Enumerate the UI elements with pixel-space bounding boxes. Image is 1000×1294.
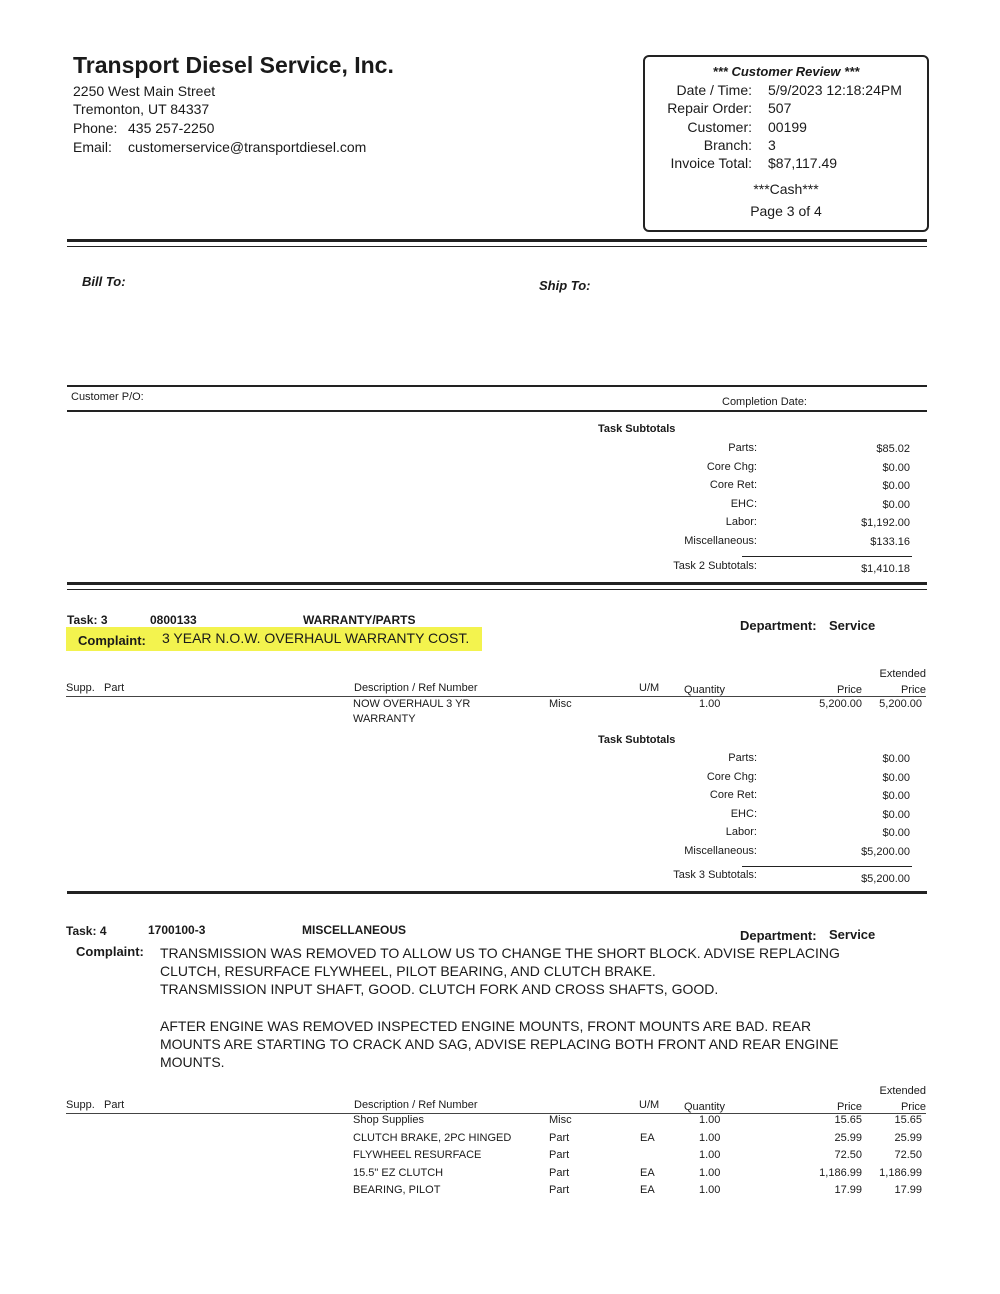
row-um: EA — [640, 1166, 655, 1179]
row-price: 72.50 — [834, 1149, 862, 1162]
complaint-line: AFTER ENGINE WAS REMOVED INSPECTED ENGINE MOUNTS, FRONT MOUNTS ARE BAD. REAR — [160, 1018, 812, 1034]
row-price: 15.65 — [834, 1114, 862, 1126]
subtotal-value: $85.02 — [876, 443, 910, 455]
task4-dept: Service — [829, 927, 876, 942]
column-quantity: Quantity — [684, 684, 725, 696]
subtotal-value: $0.00 — [882, 790, 910, 803]
task4-category: MISCELLANEOUS — [302, 923, 407, 937]
divider — [67, 246, 927, 247]
subtotal-rule — [742, 556, 912, 557]
row-description-2: WARRANTY — [353, 713, 416, 725]
row-price: 5,200.00 — [819, 698, 862, 710]
divider — [67, 239, 927, 242]
subtotal-value: $0.00 — [882, 480, 910, 493]
company-city: Tremonton, UT 84337 — [73, 101, 210, 117]
task2-total-label: Task 2 Subtotals: — [673, 560, 757, 572]
column-extended-price: Price — [900, 1101, 926, 1113]
column-description: Description / Ref Number — [354, 1099, 478, 1111]
divider — [67, 582, 927, 585]
review-field-label: Branch: — [703, 136, 752, 153]
subtotal-value: $133.16 — [870, 536, 910, 548]
column-description: Description / Ref Number — [354, 682, 478, 694]
subtotal-label: Core Chg: — [706, 770, 757, 783]
completion-date-label: Completion Date: — [722, 396, 807, 408]
subtotal-value: $0.00 — [882, 808, 910, 821]
row-extended: 17.99 — [894, 1184, 922, 1197]
task3-complaint-label: Complaint: — [78, 633, 146, 648]
divider — [67, 589, 927, 590]
table-header-rule — [66, 696, 926, 697]
row-type: Part — [549, 1166, 570, 1179]
row-description: FLYWHEEL RESURFACE — [353, 1149, 482, 1162]
bill-to-label: Bill To: — [82, 274, 126, 289]
company-name: Transport Diesel Service, Inc. — [73, 52, 394, 78]
row-um: EA — [640, 1184, 655, 1197]
review-field-label: Repair Order: — [667, 100, 752, 117]
row-description: BEARING, PILOT — [353, 1184, 441, 1197]
column-quantity: Quantity — [684, 1101, 725, 1113]
payment-type: ***Cash*** — [753, 181, 819, 197]
row-um: EA — [640, 1131, 655, 1144]
complaint-line: MOUNTS ARE STARTING TO CRACK AND SAG, ADVISE REPLACING BOTH FRONT AND REAR ENGINE — [160, 1036, 839, 1052]
complaint-line: CLUTCH, RESURFACE FLYWHEEL, PILOT BEARING, AND CLUTCH BRAKE. — [160, 963, 656, 979]
row-extended: 5,200.00 — [879, 698, 922, 710]
subtotal-label: Core Ret: — [709, 479, 757, 492]
row-description: Shop Supplies — [353, 1114, 424, 1126]
task3-dept-label: Department: — [740, 618, 817, 633]
subtotal-label: Core Chg: — [706, 460, 757, 473]
subtotal-value: $0.00 — [882, 771, 910, 784]
column-um: U/M — [639, 682, 660, 694]
task3-label: Task: 3 — [67, 613, 108, 627]
divider — [67, 891, 927, 894]
row-quantity: 1.00 — [699, 1149, 721, 1162]
subtotal-label: EHC: — [730, 497, 757, 510]
review-title: *** Customer Review *** — [712, 64, 860, 79]
task3-total-label: Task 3 Subtotals: — [673, 869, 757, 881]
divider — [67, 385, 927, 387]
column-price: Price — [836, 1101, 862, 1113]
row-description: NOW OVERHAUL 3 YR — [353, 698, 471, 710]
ship-to-label: Ship To: — [539, 278, 591, 293]
review-field-value: 00199 — [768, 118, 807, 135]
complaint-line: TRANSMISSION WAS REMOVED TO ALLOW US TO CHANGE THE SHORT BLOCK. ADVISE REPLACING — [160, 945, 840, 961]
row-type: Part — [549, 1131, 570, 1144]
company-street: 2250 West Main Street — [73, 83, 216, 99]
column-extended: Extended — [879, 1085, 926, 1097]
row-quantity: 1.00 — [699, 1184, 721, 1197]
task4-dept-label: Department: — [740, 928, 817, 943]
complaint-line: MOUNTS. — [160, 1054, 225, 1070]
divider — [67, 410, 927, 412]
column-extended: Extended — [879, 668, 926, 680]
table-header-rule — [66, 1113, 926, 1114]
company-email: customerservice@transportdiesel.com — [128, 139, 367, 155]
subtotal-label: Parts: — [728, 442, 757, 454]
page-number: Page 3 of 4 — [750, 203, 822, 219]
email-label: Email: — [73, 139, 112, 155]
row-quantity: 1.00 — [699, 698, 721, 710]
row-type: Misc — [549, 1114, 572, 1126]
column-um: U/M — [639, 1099, 660, 1111]
row-price: 1,186.99 — [819, 1166, 862, 1179]
column-extended-price: Price — [900, 684, 926, 696]
row-extended: 25.99 — [894, 1131, 922, 1144]
subtotal-label: Core Ret: — [709, 789, 757, 802]
row-quantity: 1.00 — [699, 1131, 721, 1144]
review-field-value: 507 — [768, 100, 792, 117]
subtotal-label: Labor: — [725, 826, 757, 839]
row-extended: 15.65 — [894, 1114, 922, 1126]
row-type: Part — [549, 1149, 570, 1162]
customer-po-label: Customer P/O: — [71, 391, 144, 403]
task4-complaint-label: Complaint: — [76, 944, 144, 959]
row-extended: 1,186.99 — [879, 1166, 922, 1179]
phone-label: Phone: — [73, 120, 118, 136]
subtotal-value: $0.00 — [882, 461, 910, 474]
subtotal-value: $0.00 — [882, 753, 910, 765]
column-supp: Supp. — [66, 1099, 95, 1111]
review-field-value: 3 — [768, 136, 776, 153]
column-part: Part — [104, 682, 125, 694]
subtotal-label: Labor: — [725, 516, 757, 529]
column-supp: Supp. — [66, 682, 95, 694]
subtotal-label: EHC: — [730, 807, 757, 820]
row-extended: 72.50 — [894, 1149, 922, 1162]
task2-total: $1,410.18 — [861, 563, 910, 575]
row-quantity: 1.00 — [699, 1166, 721, 1179]
column-price: Price — [836, 684, 862, 696]
task4-code: 1700100-3 — [148, 923, 206, 937]
review-field-label: Invoice Total: — [670, 155, 752, 172]
subtotal-label: Parts: — [728, 752, 757, 764]
task3-category: WARRANTY/PARTS — [303, 613, 416, 627]
company-phone: 435 257-2250 — [128, 120, 215, 136]
subtotal-rule — [742, 866, 912, 867]
task3-total: $5,200.00 — [861, 873, 910, 885]
subtotal-value: $5,200.00 — [861, 846, 910, 858]
review-field-label: Customer: — [687, 118, 752, 135]
task-subtotals-label: Task Subtotals — [598, 423, 676, 435]
task3-dept: Service — [829, 618, 876, 633]
task4-label: Task: 4 — [66, 924, 107, 938]
row-price: 17.99 — [834, 1184, 862, 1197]
complaint-line: TRANSMISSION INPUT SHAFT, GOOD. CLUTCH FORK AND CROSS SHAFTS, GOOD. — [160, 981, 719, 997]
row-price: 25.99 — [834, 1131, 862, 1144]
subtotal-label: Miscellaneous: — [684, 535, 757, 547]
row-description: 15.5" EZ CLUTCH — [353, 1166, 444, 1179]
review-field-value: 5/9/2023 12:18:24PM — [768, 82, 902, 98]
row-description: CLUTCH BRAKE, 2PC HINGED — [353, 1131, 512, 1144]
task-subtotals-label: Task Subtotals — [598, 734, 676, 746]
row-type: Part — [549, 1184, 570, 1197]
subtotal-value: $0.00 — [882, 498, 910, 511]
row-quantity: 1.00 — [699, 1114, 721, 1126]
subtotal-value: $1,192.00 — [861, 517, 910, 530]
task3-complaint: 3 YEAR N.O.W. OVERHAUL WARRANTY COST. — [162, 630, 470, 646]
column-part: Part — [104, 1099, 125, 1111]
review-field-value: $87,117.49 — [768, 155, 838, 172]
subtotal-label: Miscellaneous: — [684, 845, 757, 857]
review-field-label: Date / Time: — [676, 82, 752, 98]
row-type: Misc — [549, 698, 572, 710]
subtotal-value: $0.00 — [882, 827, 910, 840]
task3-code: 0800133 — [150, 613, 197, 627]
